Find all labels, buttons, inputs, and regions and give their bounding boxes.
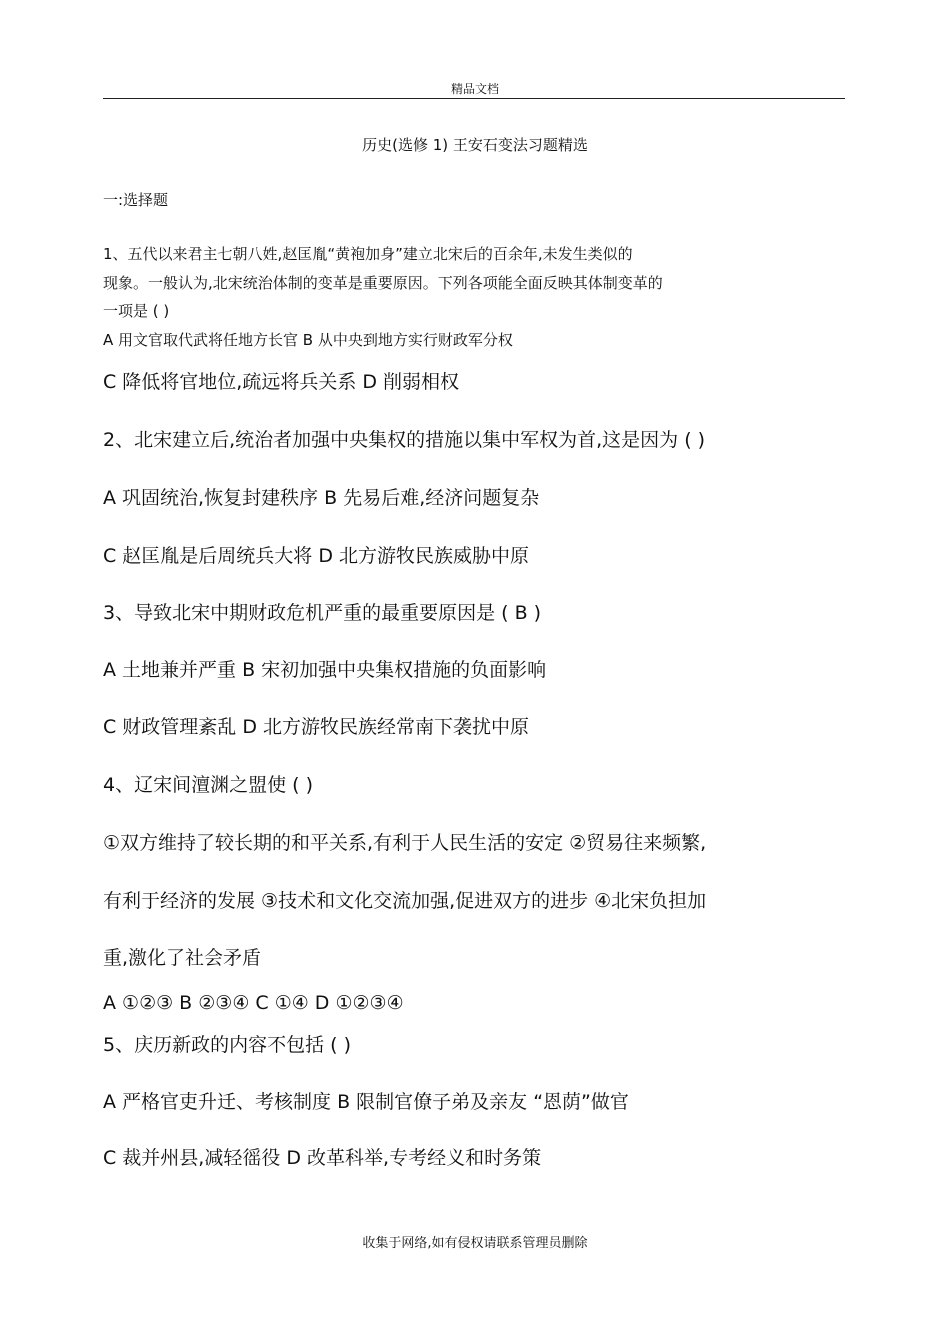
- document-title: 历史(选修 1) 王安石变法习题精选: [362, 136, 588, 154]
- q3-options-ab: A 土地兼并严重 B 宋初加强中央集权措施的负面影响: [103, 659, 547, 681]
- q1-stem-line3: 一项是 ( ): [103, 302, 170, 320]
- q5-stem: 5、庆历新政的内容不包括 ( ): [103, 1034, 351, 1056]
- q5-options-cd: C 裁并州县,减轻徭役 D 改革科举,专考经义和时务策: [103, 1147, 542, 1169]
- q1-stem-line1: 1、五代以来君主七朝八姓,赵匡胤“黄袍加身”建立北宋后的百余年,未发生类似的: [103, 245, 633, 263]
- q2-options-cd: C 赵匡胤是后周统兵大将 D 北方游牧民族威胁中原: [103, 545, 530, 567]
- q4-statement-line3: 重,激化了社会矛盾: [103, 947, 262, 969]
- q2-options-ab: A 巩固统治,恢复封建秩序 B 先易后难,经济问题复杂: [103, 487, 540, 509]
- q2-stem: 2、北宋建立后,统治者加强中央集权的措施以集中军权为首,这是因为 ( ): [103, 429, 706, 451]
- q4-statement-line2: 有利于经济的发展 ③技术和文化交流加强,促进双方的进步 ④北宋负担加: [103, 890, 707, 912]
- q3-stem: 3、导致北宋中期财政危机严重的最重要原因是 ( B ): [103, 602, 542, 624]
- section-heading: 一:选择题: [103, 191, 169, 209]
- q5-options-ab: A 严格官吏升迁、考核制度 B 限制官僚子弟及亲友 “恩荫”做官: [103, 1091, 629, 1113]
- q3-options-cd: C 财政管理紊乱 D 北方游牧民族经常南下袭扰中原: [103, 716, 530, 738]
- page-header: 精品文档: [450, 82, 499, 96]
- q1-options-cd: C 降低将官地位,疏远将兵关系 D 削弱相权: [103, 371, 460, 393]
- q4-statement-line1: ①双方维持了较长期的和平关系,有利于人民生活的安定 ②贸易往来频繁,: [103, 832, 707, 854]
- q4-options: A ①②③ B ②③④ C ①④ D ①②③④: [103, 992, 404, 1014]
- q1-stem-line2: 现象。一般认为,北宋统治体制的变革是重要原因。下列各项能全面反映其体制变革的: [103, 274, 663, 292]
- header-divider: [103, 98, 845, 99]
- page-footer: 收集于网络,如有侵权请联系管理员删除: [362, 1236, 588, 1251]
- q4-stem: 4、辽宋间澶渊之盟使 ( ): [103, 774, 313, 796]
- q1-options-ab: A 用文官取代武将任地方长官 B 从中央到地方实行财政军分权: [103, 331, 513, 349]
